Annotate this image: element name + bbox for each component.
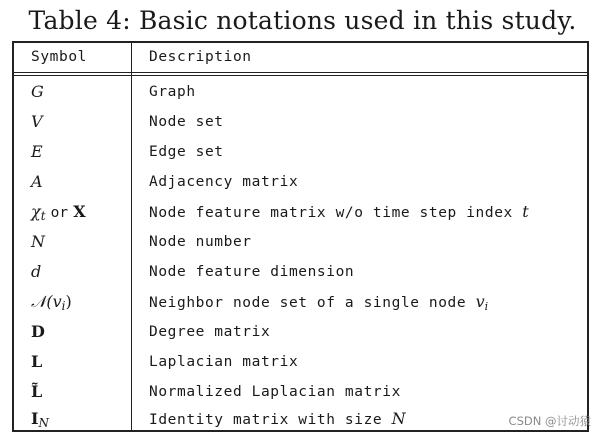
symbol-cell [31,408,49,431]
symbol-chi: χ [31,202,41,221]
symbol-cell: G [31,82,44,101]
table-row [14,317,587,347]
symbol-column-header: Symbol [31,49,87,65]
symbol-cell: E [31,142,43,161]
symbol-cell: N [31,232,45,251]
description-math [476,292,489,311]
description-cell: Laplacian matrix [149,354,299,370]
table-row [14,77,587,107]
symbol-identity: I [31,409,39,428]
description-cell [149,292,488,314]
symbol-cell [31,291,72,314]
table-row [14,137,587,167]
description-cell: Node set [149,114,224,130]
description-cell: Graph [149,84,196,100]
symbol-subscript: i [61,299,66,313]
symbol-cell [31,201,86,224]
table-row [14,347,587,377]
symbol-cell: D [31,322,45,341]
symbol-cell: L [31,352,43,371]
description-cell: Degree matrix [149,324,271,340]
description-cell: Normalized Laplacian matrix [149,384,401,400]
description-cell: Node number [149,234,252,250]
table-row [14,197,587,227]
table-row [14,404,587,434]
table-row [14,107,587,137]
description-cell: Edge set [149,144,224,160]
symbol-neighborhood: 𝒩(v [31,292,62,311]
description-cell: Node feature dimension [149,264,355,280]
symbol-bold-x: X [73,202,86,221]
table-row [14,167,587,197]
symbol-subscript: N [38,416,49,430]
description-cell [149,409,406,430]
symbol-cell: V [31,112,43,131]
description-text: Neighbor node set of a single node [149,295,467,311]
symbol-or: or [50,205,69,221]
description-var-subscript: i [484,300,489,313]
table-row [14,287,587,317]
description-column-header: Description [149,49,252,65]
table-row [14,227,587,257]
description-var: v [475,292,485,311]
description-cell: Adjacency matrix [149,174,299,190]
table-caption: Table 4: Basic notations used in this study. [28,6,577,35]
table-row [14,257,587,287]
symbol-cell: A [31,172,43,191]
description-math: t [522,202,529,221]
description-math: N [391,409,406,428]
description-text: Node feature matrix w/o time step index [149,205,513,221]
description-cell [149,202,529,223]
symbol-cell: d [31,262,42,281]
watermark: CSDN @讨动猿 [508,414,591,428]
description-text: Identity matrix with size [149,412,383,428]
symbol-subscript: t [40,209,46,223]
header-rule-bottom [14,75,587,76]
symbol-close-paren: ) [65,292,72,311]
symbol-cell: L̃ [31,382,43,401]
header-rule-top [14,72,587,73]
notation-table [12,41,589,432]
table-row [14,377,587,407]
